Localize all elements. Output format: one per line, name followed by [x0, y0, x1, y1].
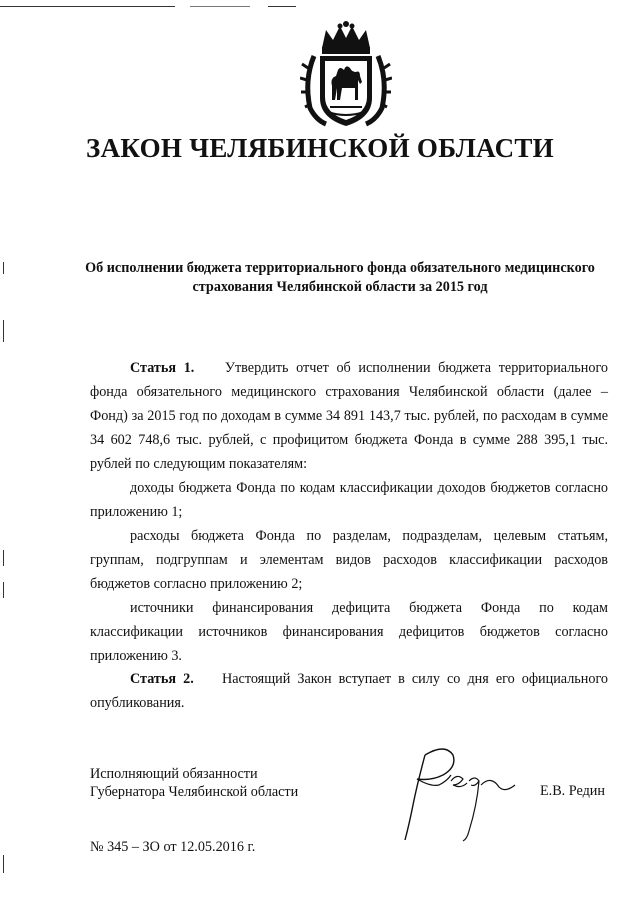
law-number: № 345 – ЗО от 12.05.2016 г.	[90, 839, 256, 855]
item-income: доходы бюджета Фонда по кодам классификации доходов бюджетов согласно приложению 1;	[90, 480, 608, 520]
article-2-text: Настоящий Закон вступает в силу со дня его официального опубликования.	[90, 671, 609, 711]
signatory-role	[90, 765, 298, 801]
scan-artifact-top-left	[0, 6, 175, 7]
article-2-label: Статья 2.	[130, 671, 194, 687]
article-1-text: Утвердить отчет об исполнении бюджета территориального фонда обязательного медицинского страхования Челябинской области (далее – Фонд) за 2015 год по доходам в сумме 34 891 143,7 тыс. рублей, по расходам в сумме 34 602 748,6 тыс. рублей, с профицитом бюджета Фонда в сумме 288 395,1 тыс. рублей по следующим показателям:	[90, 360, 609, 472]
signatory-name: Е.В. Редин	[540, 783, 605, 799]
scan-artifact-top-right	[268, 6, 296, 7]
article-1	[90, 356, 608, 476]
document-title: ЗАКОН ЧЕЛЯБИНСКОЙ ОБЛАСТИ	[86, 133, 554, 163]
signatory-role-line-1: Исполняющий обязанности	[90, 766, 258, 782]
document-subtitle	[80, 259, 600, 297]
subtitle-line-2: страхования Челябинской области за 2015 год	[192, 279, 488, 295]
subtitle-line-1: Об исполнении бюджета территориального фонда обязательного медицинского	[85, 260, 595, 276]
signatory-role-line-2: Губернатора Челябинской области	[90, 784, 299, 800]
scan-artifact-margin-5	[3, 855, 4, 873]
article-1-label: Статья 1.	[130, 360, 195, 376]
scan-artifact-top-mid	[190, 6, 250, 7]
article-2	[90, 667, 608, 715]
scan-artifact-margin-1	[3, 262, 4, 274]
item-expenses: расходы бюджета Фонда по разделам, подразделам, целевым статьям, группам, подгруппам и элементам видов расходов классификации расходов бюджетов согласно приложению 2;	[90, 528, 608, 592]
scan-artifact-margin-2	[3, 320, 4, 342]
scan-artifact-margin-4	[3, 582, 4, 598]
chelyabinsk-coat-of-arms-icon	[300, 20, 392, 130]
scan-artifact-margin-3	[3, 550, 4, 566]
handwritten-signature	[395, 745, 530, 845]
item-sources: источники финансирования дефицита бюджета Фонда по кодам классификации источников финансирования дефицитов бюджетов согласно приложению 3.	[90, 600, 608, 664]
